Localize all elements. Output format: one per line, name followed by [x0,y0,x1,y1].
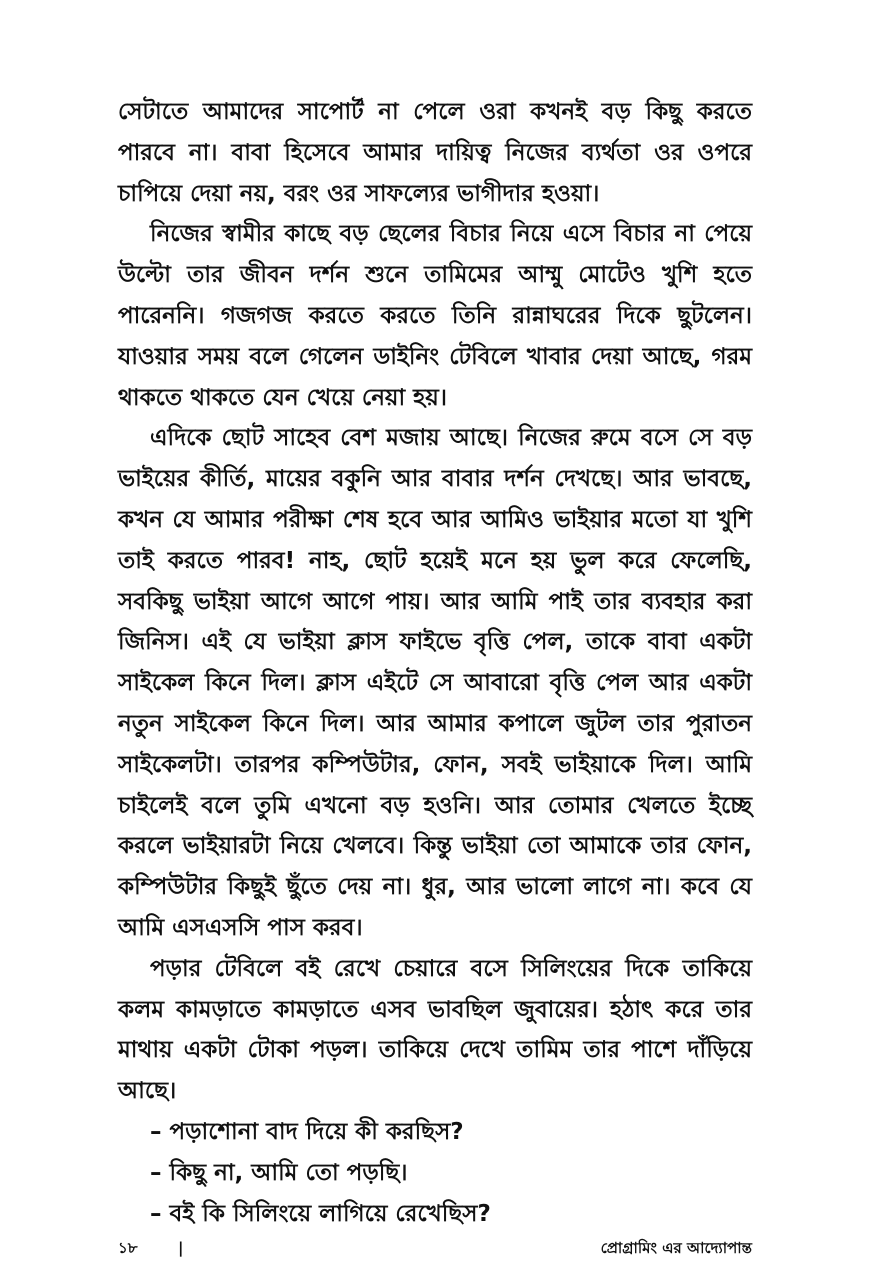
page-number: ১৮ [118,1239,138,1257]
dialogue-line: – পড়াশোনা বাদ দিয়ে কী করছিস? [150,1118,464,1145]
paragraph: সেটাতে আমাদের সাপোর্ট না পেলে ওরা কখনই বড় কিছু করতে পারবে না। বাবা হিসেবে আমার দায়িত্ব নিজের ব্যর্থতা ওর ওপরে চাপিয়ে দেয়া নয়, বরং ওর সাফল্যের ভাগীদার হওয়া। [118,99,752,207]
paragraph: পড়ার টেবিলে বই রেখে চেয়ারে বসে সিলিংয়ের দিকে তাকিয়ে কলম কামড়াতে কামড়াতে এসব ভাবছিল জুবায়ের। হঠাৎ করে তার মাথায় একটা টোকা পড়ল। তাকিয়ে দেখে তামিম তার পাশে দাঁড়িয়ে আছে। [118,955,752,1105]
paragraph: এদিকে ছোট সাহেব বেশ মজায় আছে। নিজের রুমে বসে সে বড় ভাইয়ের কীর্তি, মায়ের বকুনি আর বাবার দর্শন দেখছে। আর ভাবছে, কখন যে আমার পরীক্ষা শেষ হবে আর আমিও ভাইয়ার মতো যা খুশি তাই করতে পারব! নাহ, ছোট হয়েই মনে হয় ভুল করে ফেলেছি, সবকিছু ভাইয়া আগে আগে পায়। আর আমি পাই তার ব্যবহার করা জিনিস। এই যে ভাইয়া ক্লাস ফাইভে বৃত্তি পেল, তাকে বাবা একটা সাইকেল কিনে দিল। ক্লাস এইটে সে আবারো বৃত্তি পেল আর একটা নতুন সাইকেল কিনে দিল। আর আমার কপালে জুটল তার পুরাতন সাইকেলটা। তারপর কম্পিউটার, ফোন, সবই ভাইয়াকে দিল। আমি চাইলেই বলে তুমি এখনো বড় হওনি। আর তোমার খেলতে ইচ্ছে করলে ভাইয়ারটা নিয়ে খেলবে। কিন্তু ভাইয়া তো আমাকে তার ফোন, কম্পিউটার কিছুই ছুঁতে দেয় না। ধুর, আর ভালো লাগে না। কবে যে আমি এসএসসি পাস করব। [118,425,752,941]
running-title: প্রোগ্রামিং এর আদ্যোপান্ত [600,1239,752,1257]
paragraph: নিজের স্বামীর কাছে বড় ছেলের বিচার নিয়ে এসে বিচার না পেয়ে উল্টো তার জীবন দর্শন শুনে তামিমের আম্মু মোটেও খুশি হতে পারেননি। গজগজ করতে করতে তিনি রান্নাঘরের দিকে ছুটলেন। যাওয়ার সময় বলে গেলেন ডাইনিং টেবিলে খাবার দেয়া আছে, গরম থাকতে থাকতে যেন খেয়ে নেয়া হয়। [118,221,752,411]
dialogue-line: – বই কি সিলিংয়ে লাগিয়ে রেখেছিস? [150,1200,491,1227]
footer-separator: | [178,1239,184,1257]
page-footer [118,1236,752,1260]
body-text [118,92,752,1234]
dialogue-line: – কিছু না, আমি তো পড়ছি। [150,1159,408,1186]
